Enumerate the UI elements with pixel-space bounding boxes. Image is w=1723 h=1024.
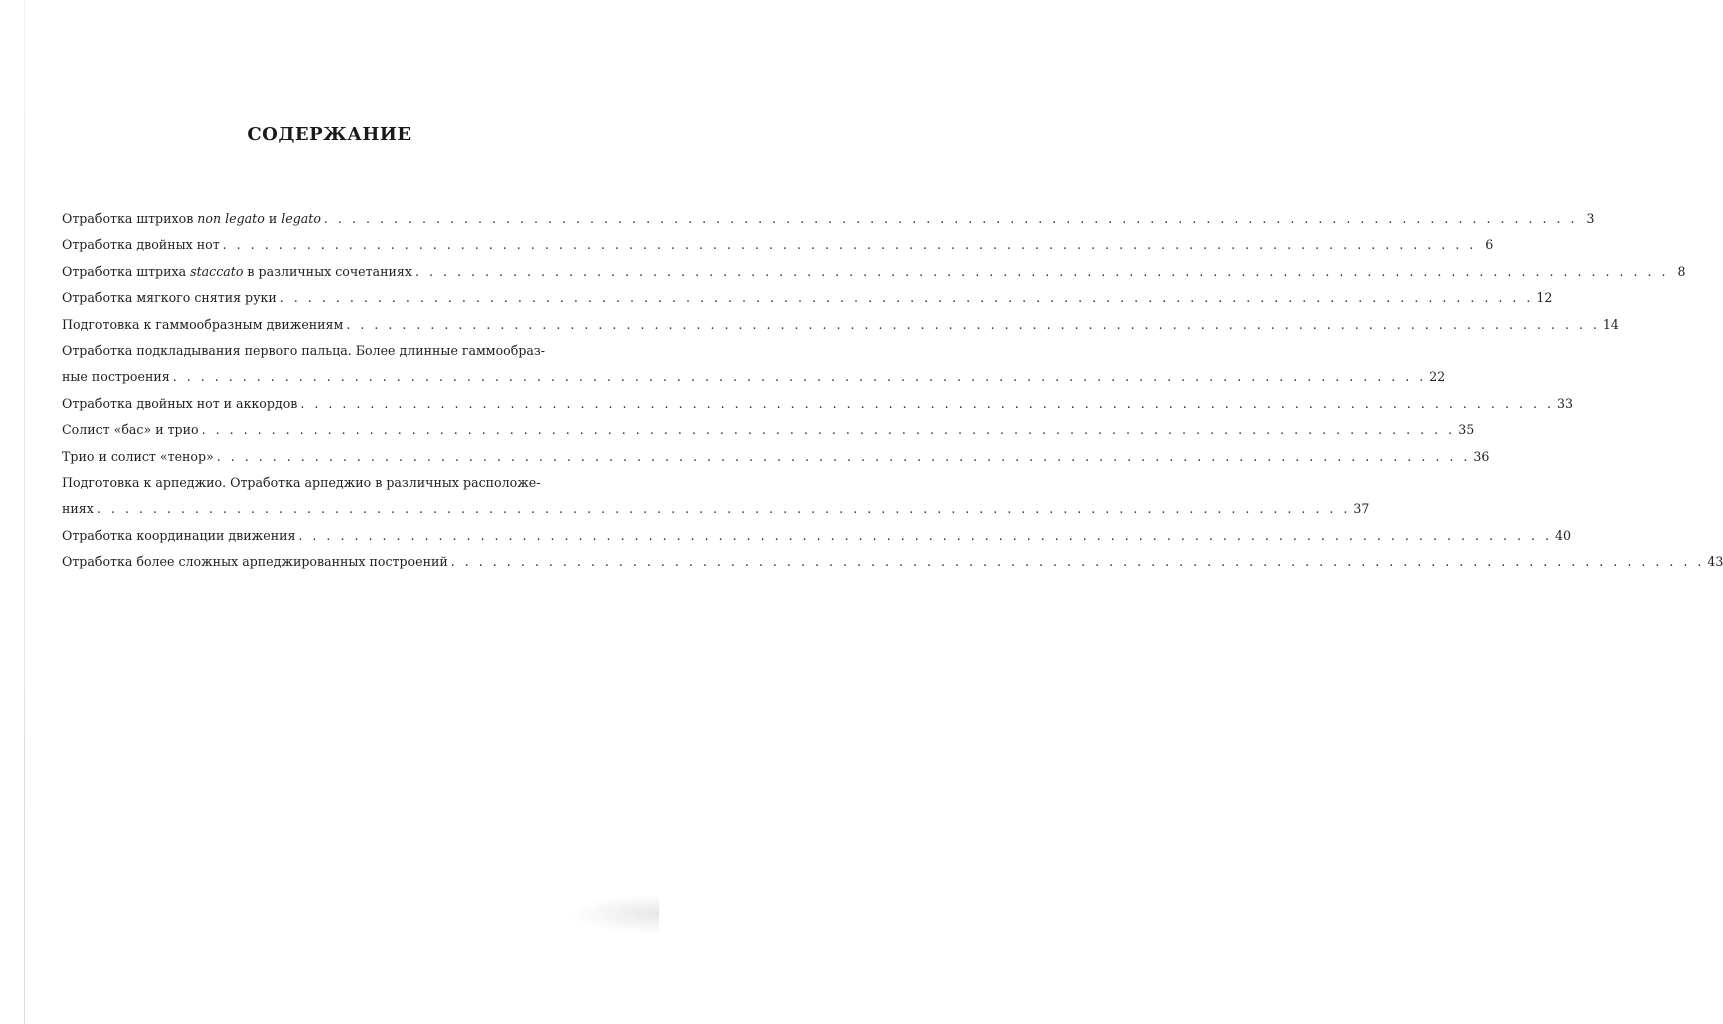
toc-leader-dots: . . . . . . . . . . . . . . . . . . . . . . . . . . . . . . . . . . . . . . . . . . . . . . . . . . . . . . . . . . . . . . . . . . . . . . . . . . . . . . . . . . . . . . . . . . — [300, 395, 1554, 411]
toc-leader-dots: . . . . . . . . . . . . . . . . . . . . . . . . . . . . . . . . . . . . . . . . . . . . . . . . . . . . . . . . . . . . . . . . . . . . . . . . . . . . . . . . . . . . . . . . . . — [298, 527, 1552, 543]
toc-entry-title — [62, 312, 343, 338]
toc-entry-title-text: Отработка штрихов — [62, 211, 198, 226]
toc-entry-title-italic: non legato — [197, 211, 265, 226]
toc-page-number: 12 — [1536, 290, 1553, 306]
toc-entry-title — [62, 417, 199, 443]
toc-leader-dots: . . . . . . . . . . . . . . . . . . . . . . . . . . . . . . . . . . . . . . . . . . . . . . . . . . . . . . . . . . . . . . . . . . . . . . . . . . . . . . . . . . . . . . . . . . — [323, 211, 1578, 226]
toc-entry-title-text: и — [264, 211, 282, 226]
toc-entry-title — [62, 391, 297, 417]
toc-entry — [62, 206, 1595, 232]
toc-entry-line — [62, 523, 1572, 549]
toc-entry-line — [62, 496, 1370, 522]
toc-leader-dots: . . . . . . . . . . . . . . . . . . . . . . . . . . . . . . . . . . . . . . . . . . . . . . . . . . . . . . . . . . . . . . . . . . . . . . . . . . . . . . . . . . . . . . . . . . — [222, 237, 1477, 253]
toc-entry-title — [62, 206, 321, 232]
toc-page-number: 43 — [1707, 554, 1723, 570]
toc-page-number: 6 — [1485, 237, 1494, 253]
page-left-edge — [24, 0, 25, 1024]
toc-entry-title-text: ниях — [62, 501, 94, 517]
toc-entry — [62, 549, 1723, 575]
toc-leader-dots: . . . . . . . . . . . . . . . . . . . . . . . . . . . . . . . . . . . . . . . . . . . . . . . . . . . . . . . . . . . . . . . . . . . . . . . . . . . . . . . . . . . . . . . . . . — [279, 290, 1534, 306]
toc-page-number: 22 — [1429, 369, 1446, 385]
toc-entry-title-text: ные построения — [62, 369, 170, 385]
toc-entry — [62, 285, 1553, 311]
toc-entry-line — [62, 285, 1553, 311]
toc-entry-title — [62, 259, 412, 285]
page-title: СОДЕРЖАНИЕ — [247, 124, 412, 145]
toc-page-number: 37 — [1353, 501, 1370, 517]
toc-leader-dots: . . . . . . . . . . . . . . . . . . . . . . . . . . . . . . . . . . . . . . . . . . . . . . . . . . . . . . . . . . . . . . . . . . . . . . . . . . . . . . . . . . . . . . . . . . — [414, 263, 1669, 279]
toc-entry — [62, 523, 1572, 549]
toc-entry-title-text: Подготовка к гаммообразным движениям — [62, 316, 344, 332]
toc-entry-title — [62, 549, 448, 575]
toc-entry-title — [62, 364, 170, 390]
toc-entry-title — [62, 523, 295, 549]
toc-leader-dots: . . . . . . . . . . . . . . . . . . . . . . . . . . . . . . . . . . . . . . . . . . . . . . . . . . . . . . . . . . . . . . . . . . . . . . . . . . . . . . . . . . . . . . . . . . — [450, 554, 1705, 570]
toc-entry-title-text: Отработка координации движения — [62, 527, 296, 543]
toc-page-number: 40 — [1555, 527, 1572, 543]
toc-page-number: 8 — [1677, 263, 1686, 279]
toc-page-number: 14 — [1602, 316, 1619, 332]
toc-entry-title-line: Отработка подкладывания первого пальца. Более длинные гаммообраз- — [62, 343, 546, 359]
toc-entry-title-text: Отработка мягкого снятия руки — [62, 290, 277, 306]
toc-entry-title-line: Подготовка к арпеджио. Отработка арпеджио в различных расположе- — [62, 475, 541, 491]
toc-entry-title-text: Отработка двойных нот и аккордов — [62, 395, 298, 411]
toc-leader-dots: . . . . . . . . . . . . . . . . . . . . . . . . . . . . . . . . . . . . . . . . . . . . . . . . . . . . . . . . . . . . . . . . . . . . . . . . . . . . . . . . . . . . . . . . . . — [201, 422, 1456, 438]
toc-leader-dots: . . . . . . . . . . . . . . . . . . . . . . . . . . . . . . . . . . . . . . . . . . . . . . . . . . . . . . . . . . . . . . . . . . . . . . . . . . . . . . . . . . . . . . . . . . — [96, 501, 1351, 517]
toc-entry-title-text: Отработка двойных нот — [62, 237, 220, 253]
toc-entry-title-text: Отработка более сложных арпеджированных построений — [62, 554, 448, 570]
toc-entry-title — [62, 232, 220, 258]
toc-entry-line — [62, 444, 1490, 470]
table-of-contents — [62, 206, 1723, 576]
toc-entry-title-italic: legato — [281, 211, 321, 226]
toc-entry-title — [62, 444, 214, 470]
toc-entry — [62, 312, 1619, 338]
toc-page-number: 36 — [1473, 448, 1490, 464]
toc-entry — [62, 232, 1494, 258]
toc-entry-line — [62, 232, 1494, 258]
toc-entry — [62, 417, 1475, 443]
toc-entry — [62, 259, 1686, 285]
toc-entry-title-text: Солист «бас» и трио — [62, 422, 199, 438]
toc-entry-line — [62, 259, 1686, 285]
toc-entry-line — [62, 206, 1595, 232]
toc-entry-title-italic: staccato — [190, 263, 244, 279]
scan-shadow — [569, 894, 659, 934]
toc-leader-dots: . . . . . . . . . . . . . . . . . . . . . . . . . . . . . . . . . . . . . . . . . . . . . . . . . . . . . . . . . . . . . . . . . . . . . . . . . . . . . . . . . . . . . . . . . . — [346, 316, 1600, 332]
toc-leader-dots: . . . . . . . . . . . . . . . . . . . . . . . . . . . . . . . . . . . . . . . . . . . . . . . . . . . . . . . . . . . . . . . . . . . . . . . . . . . . . . . . . . . . . . . . . . — [216, 448, 1471, 464]
toc-entry-title-text: Отработка штриха — [62, 263, 191, 279]
toc-entry-line — [62, 391, 1573, 417]
toc-page-number: 33 — [1556, 395, 1573, 411]
toc-entry-line — [62, 549, 1723, 575]
toc-entry — [62, 444, 1490, 470]
toc-entry — [62, 338, 1446, 391]
toc-entry-title — [62, 285, 277, 311]
toc-entry-line — [62, 364, 1446, 390]
toc-entry-title-text: в различных сочетаниях — [243, 263, 412, 279]
toc-entry-line — [62, 417, 1475, 443]
toc-leader-dots: . . . . . . . . . . . . . . . . . . . . . . . . . . . . . . . . . . . . . . . . . . . . . . . . . . . . . . . . . . . . . . . . . . . . . . . . . . . . . . . . . . . . . . . . . . — [172, 369, 1427, 385]
toc-entry-title — [62, 496, 94, 522]
toc-page-number: 35 — [1458, 422, 1475, 438]
toc-page-number: 3 — [1586, 211, 1595, 226]
toc-entry-line — [62, 312, 1619, 338]
toc-entry-title-text: Трио и солист «тенор» — [62, 448, 214, 464]
toc-entry — [62, 470, 1370, 523]
toc-entry — [62, 391, 1573, 417]
